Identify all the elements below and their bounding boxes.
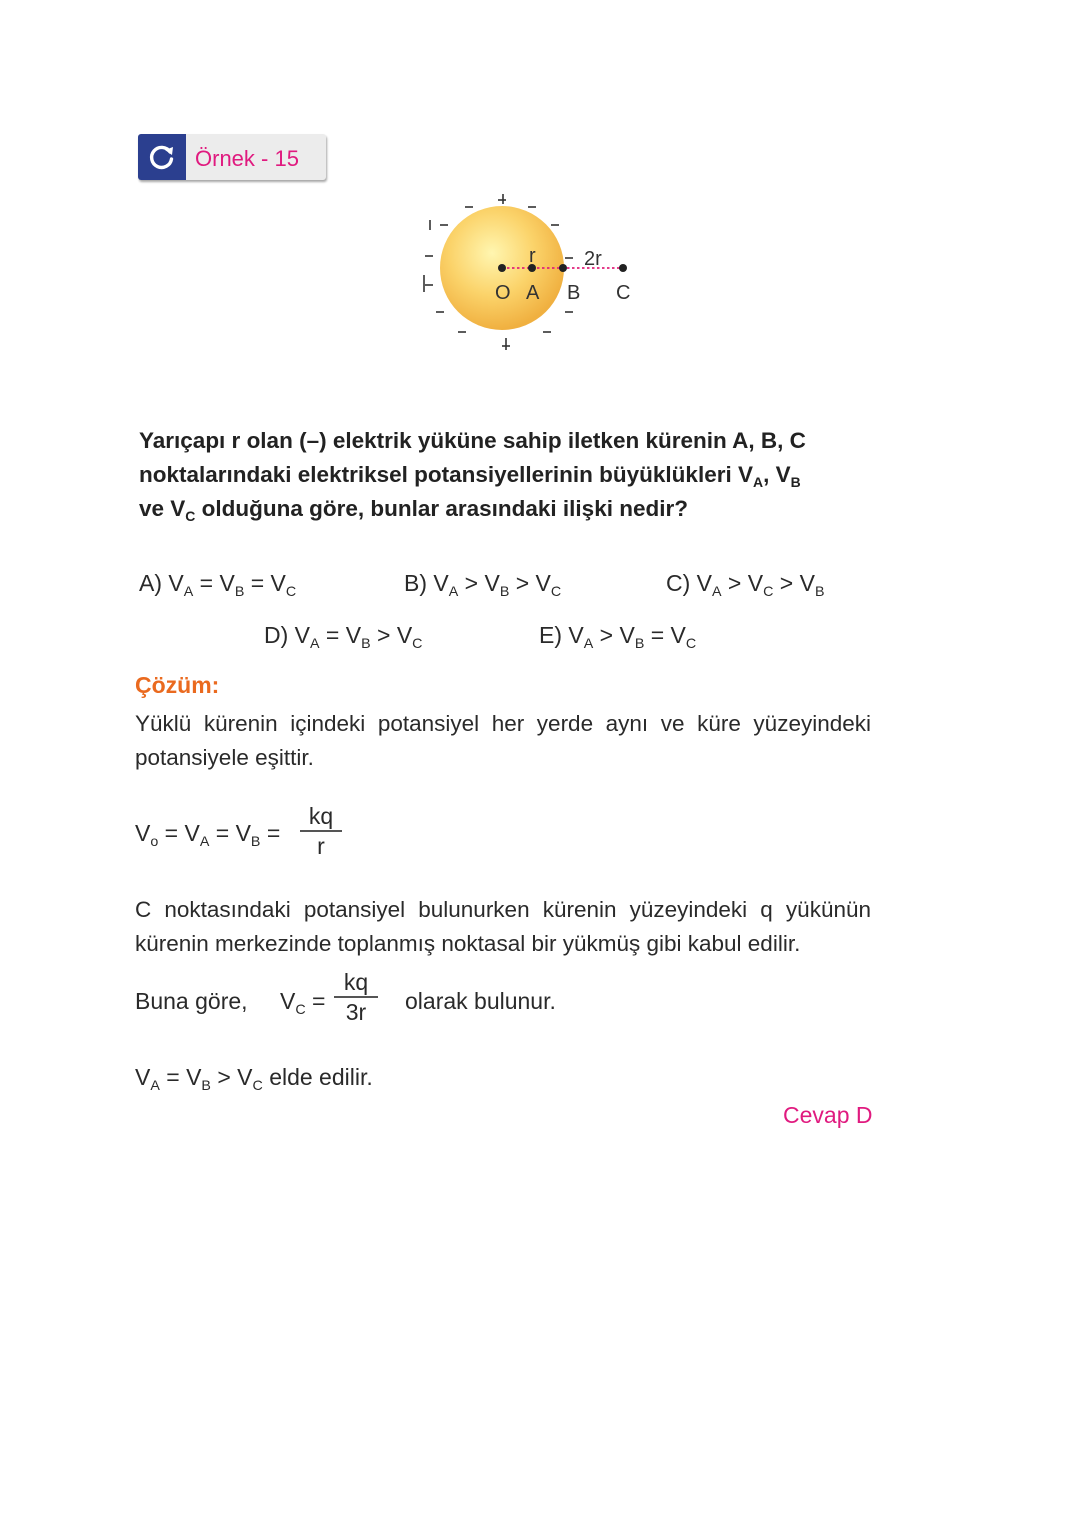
equation-2-suffix: olarak bulunur.: [405, 988, 556, 1014]
point-c: [619, 264, 627, 272]
badge-icon-box: [138, 134, 186, 180]
question-line-1: Yarıçapı r olan (–) elektrik yüküne sahip iletken kürenin A, B, C: [139, 428, 806, 453]
refresh-icon: [148, 143, 176, 171]
option-d: D) $V_A = V_B > V_C$: [264, 622, 423, 652]
badge-label: Örnek - 15: [195, 146, 299, 171]
answer-label: Cevap D: [783, 1102, 873, 1128]
eq2-denominator: 3r: [345, 998, 367, 1025]
question-line-3: ve $V_C$ olduğuna göre, bunlar arasındaki ilişki nedir?: [139, 496, 688, 524]
eq1-denominator: r: [317, 832, 325, 859]
label-a: A: [526, 282, 540, 304]
point-b: [559, 264, 567, 272]
label-c: C: [616, 282, 631, 304]
question-line-2: noktalarındaki elektriksel potansiyellerinin büyüklükleri $V_A$, $V_B$: [139, 462, 801, 490]
label-r: r: [529, 245, 536, 267]
label-b: B: [567, 282, 581, 304]
label-2r: 2r: [584, 248, 602, 270]
question-text: [139, 424, 875, 526]
option-a: A) $V_A = V_B = V_C$: [139, 570, 297, 600]
label-o: O: [495, 282, 511, 304]
equation-1-lhs: $V_o = V_A = V_B$ =: [135, 820, 281, 850]
option-c: C) $V_A > V_C > V_B$: [666, 570, 825, 600]
solution-paragraph-1: Yüklü kürenin içindeki potansiyel her yerde aynı ve küre yüzeyindeki potansiyele eşittir.: [135, 711, 871, 770]
point-o: [498, 264, 506, 272]
eq1-numerator: kq: [308, 803, 334, 829]
equation-2-prefix: Buna göre,: [135, 988, 248, 1014]
example-badge: [138, 134, 326, 180]
equation-3: $V_A = V_B > V_C$ elde edilir.: [135, 1064, 373, 1094]
option-e: E) $V_A > V_B = V_C$: [539, 622, 697, 652]
charged-sphere-figure: [410, 190, 650, 360]
eq2-numerator: kq: [343, 969, 369, 995]
solution-title: Çözüm:: [135, 672, 220, 698]
option-b: B) $V_A > V_B > V_C$: [404, 570, 562, 600]
equation-2-lhs: $V_C$ =: [280, 988, 326, 1018]
solution-paragraph-2: C noktasındaki potansiyel bulunurken kürenin yüzeyindeki q yükünün kürenin merkezinde toplanmış noktasal bir yükmüş gibi kabul edilir.: [135, 897, 871, 956]
equation-1-fraction: [300, 802, 342, 860]
equation-2-fraction: [334, 968, 378, 1026]
